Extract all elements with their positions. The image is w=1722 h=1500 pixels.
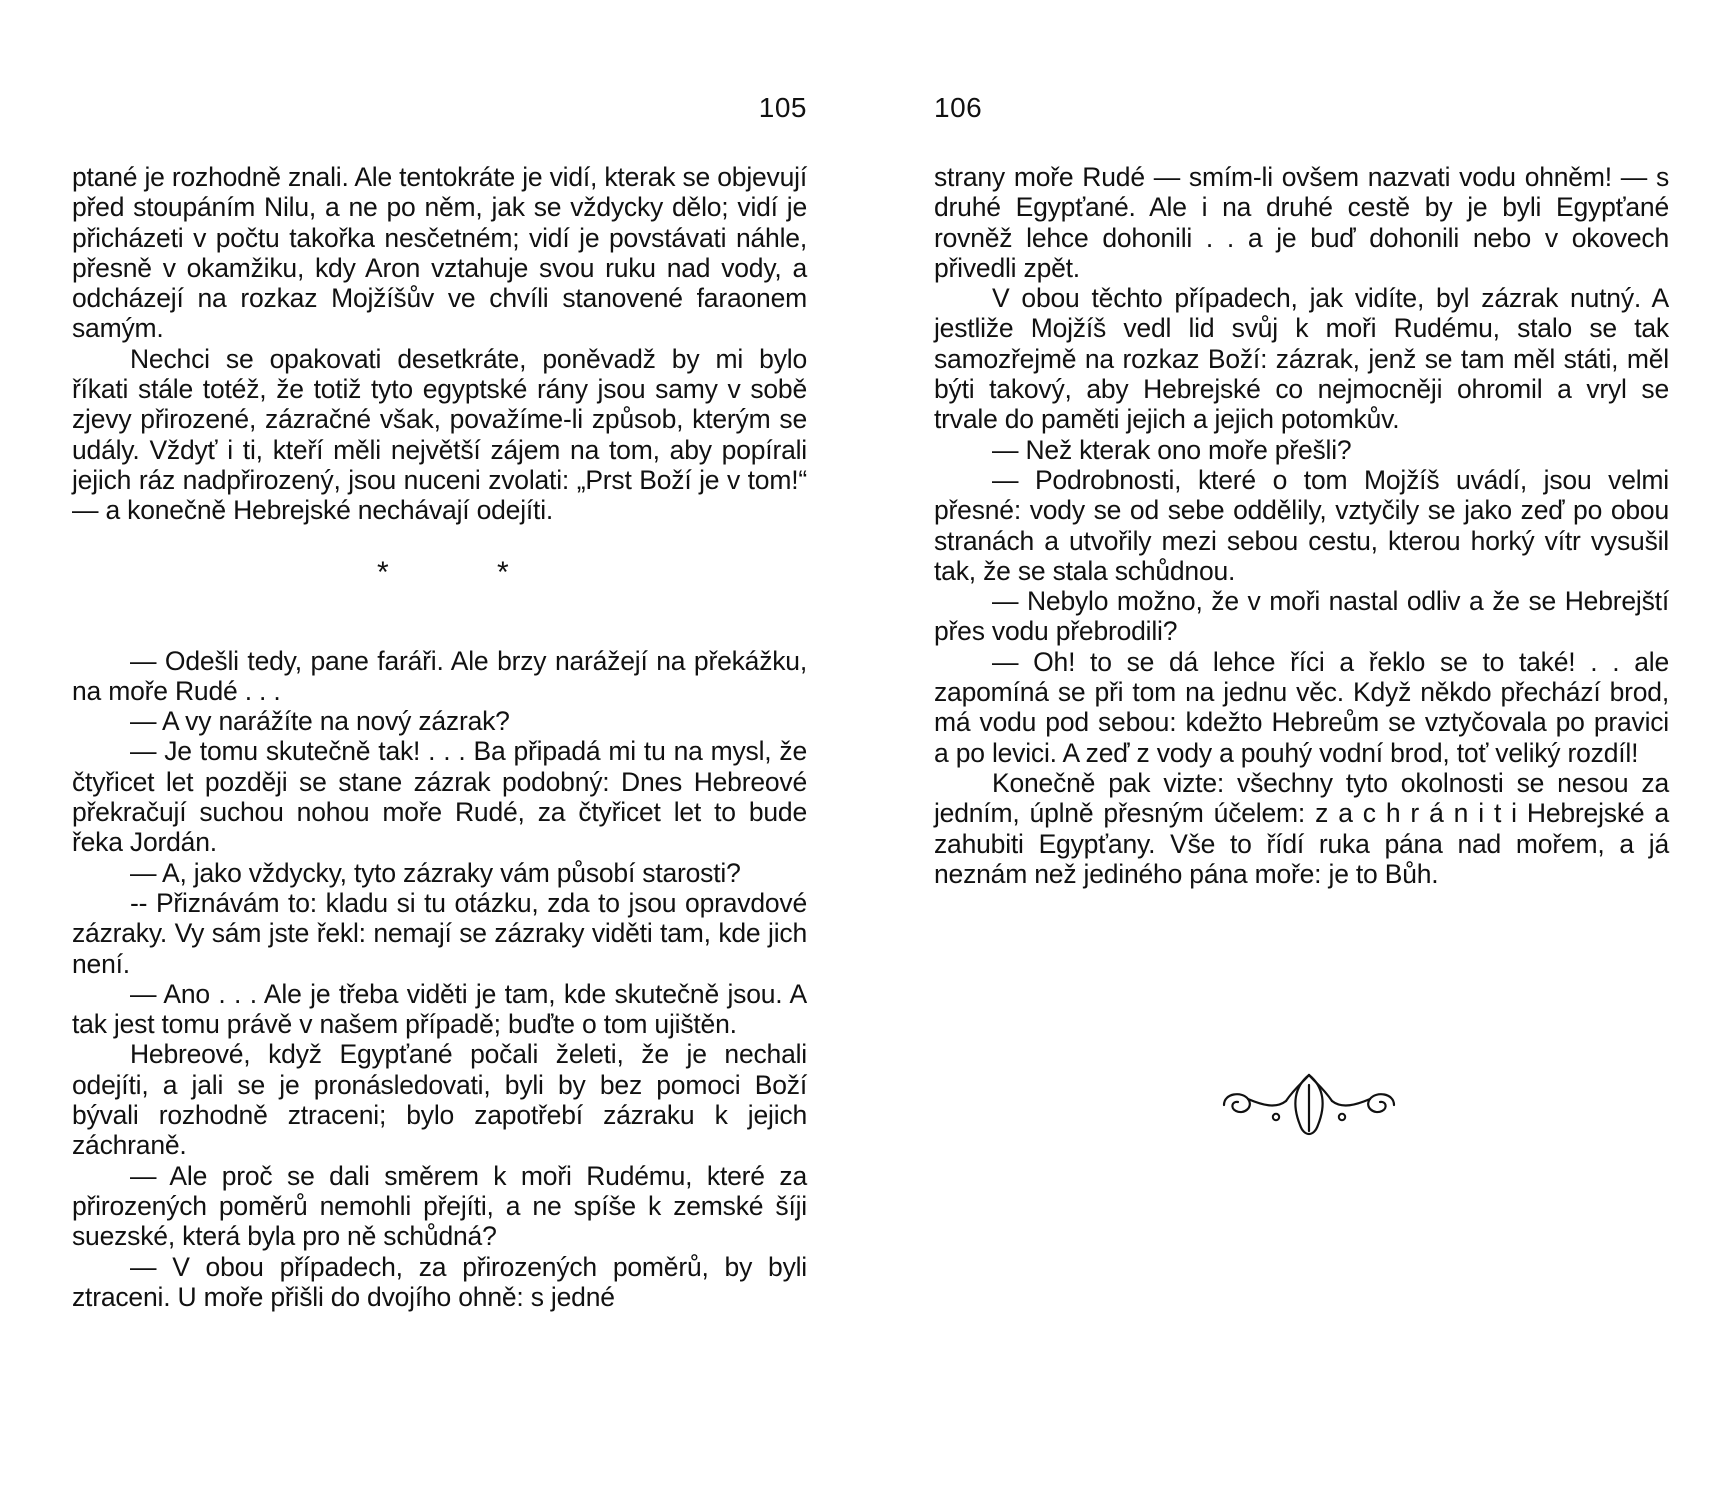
paragraph: — Je tomu skutečně tak! . . . Ba připadá mi tu na mysl, že čtyřicet let později se stane zázrak podobný: Dnes Hebreové překračují suchou nohou moře Rudé, za čtyřicet let to bude řeka Jordán. [72,736,807,858]
paragraph: strany moře Rudé — smím-li ovšem nazvati vodu ohněm! — s druhé Egypťané. Ale i na druhé cestě by je byli Egypťané rovněž lehce dohonili . . a je buď dohonili nebo v okovech přivedli zpět. [934,162,1669,283]
paragraph: — Ano . . . Ale je třeba viděti je tam, kde skutečně jsou. A tak jest tomu právě v našem případě; buďte o tom ujištěn. [72,978,807,1040]
paragraph: — Oh! to se dá lehce říci a řeklo se to také! . . ale zapomíná se při tom na jednu věc. Když někdo přechází brod, má vodu pod sebou: kdežto Hebreům se vztyčovala po pravici a po levici. A zeď z vody a pouhý vodní brod, toť veliký rozdíl! [934,646,1669,768]
paragraph: V obou těchto případech, jak vidíte, byl zázrak nutný. A jestliže Mojžíš vedl lid svůj k moři Rudému, stalo se tak samozřejmě na rozkaz Boží: zázrak, jenž se tam měl státi, měl býti takový, aby Hebrejské co nejmocněji ohromil a vryl se trvale do paměti jejich a jejich potomkův. [934,283,1669,435]
paragraph: — A, jako vždycky, tyto zázraky vám působí starosti? [130,857,741,888]
paragraph: — Ale proč se dali směrem k moři Rudému, které za přirozených poměrů nemohli přejíti, a ne spíše k zemské šíji suezské, která byla pro ně schůdná? [72,1160,807,1252]
paragraph: — Nebylo možno, že v moři nastal odliv a že se Hebrejští přes vodu přebrodili? [934,586,1669,647]
paragraph: Konečně pak vizte: všechny tyto okolnosti se nesou za jedním, úplně přesným účelem: z a c h r á n i t i Hebrejské a zahubiti Egypťany. Vše to řídí ruka pána nad mořem, a já neznám než jediného pána moře: je to Bůh. [934,767,1669,889]
left-page-text [72,162,807,1312]
paragraph: -- Přiznávám to: kladu si tu otázku, zda to jsou opravdové zázraky. Vy sám jste řekl: nemají se zázraky viděti tam, kde jich není. [72,887,807,979]
right-page-text [934,162,1669,889]
paragraph: — V obou případech, za přirozených poměrů, by byli ztraceni. U moře přišli do dvojího ohně: s jedné [72,1251,807,1312]
paragraph: — Podrobnosti, které o tom Mojžíš uvádí, jsou velmi přesné: vody se od sebe oddělily, vztyčily se jako zeď po obou stranách a utvořily mezi sebou cestu, kterou horký vítr vysušil tak, že se stala schůdnou. [934,464,1669,586]
right-page [934,0,1669,1500]
paragraph: Nechci se opakovati desetkráte, poněvadž by mi bylo říkati stále totéž, že totiž tyto egyptské rány jsou samy v sobě zjevy přirozené, zázračné však, považíme-li způsob, kterým se udály. Vždyť i ti, kteří měli největší zájem na tom, aby popírali jejich ráz nadpřirozený, jsou nuceni zvolati: „Prst Boží je v tom!“ — a konečně Hebrejské nechávají odejíti. [72,343,807,526]
page-number-right: 106 [934,92,983,123]
asterisk: * [377,555,389,589]
paragraph: — A vy narážíte na nový zázrak? [130,706,510,737]
paragraph: — Odešli tedy, pane faráři. Ale brzy narážejí na překážku, na moře Rudé . . . [72,645,807,706]
vignette-ornament-icon [1214,1065,1404,1145]
page-number-left: 105 [758,92,807,123]
asterisk: * [497,555,509,589]
section-separator [72,526,807,646]
paragraph: ptané je rozhodně znali. Ale tentokráte je vidí, kterak se objevují před stoupáním Nilu, a ne po něm, jak se vždycky dělo; vidí je přicházeti v počtu takořka nesčetném; vidí je povstávati náhle, přesně v okamžiku, kdy Aron vztahuje svou ruku nad vody, a odcházejí na rozkaz Mojžíšův ve chvíli stanovené faraonem samým. [72,162,807,344]
paragraph: — Než kterak ono moře přešli? [992,434,1352,465]
left-page [72,0,807,1500]
paragraph: Hebreové, když Egypťané počali želeti, že je nechali odejíti, a jali se je pronásledovati, byli by bez pomoci Boží bývali rozhodně ztraceni; bylo zapotřebí zázraku k jejich záchraně. [72,1039,807,1161]
